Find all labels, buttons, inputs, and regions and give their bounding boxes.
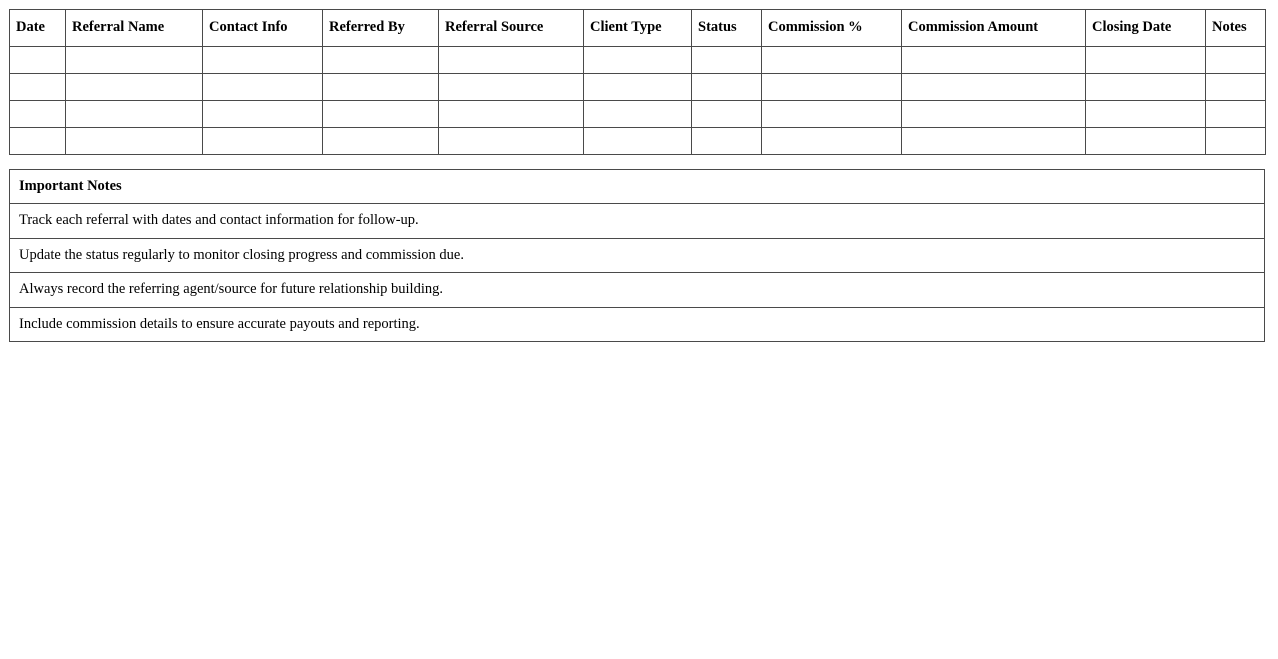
cell-commission-amount[interactable] [902, 74, 1086, 101]
cell-referral-name[interactable] [66, 74, 203, 101]
column-header-referred-by: Referred By [323, 10, 439, 47]
column-header-status: Status [692, 10, 762, 47]
cell-status[interactable] [692, 128, 762, 155]
cell-date[interactable] [10, 101, 66, 128]
column-header-commission-percent: Commission % [762, 10, 902, 47]
cell-status[interactable] [692, 47, 762, 74]
table-row[interactable] [10, 101, 1266, 128]
cell-referral-source[interactable] [439, 128, 584, 155]
column-header-commission-amount: Commission Amount [902, 10, 1086, 47]
cell-commission-amount[interactable] [902, 128, 1086, 155]
important-notes-table [9, 169, 1265, 342]
notes-row [10, 307, 1265, 341]
cell-referral-name[interactable] [66, 47, 203, 74]
note-item: Update the status regularly to monitor closing progress and commission due. [10, 238, 1265, 272]
document-page [0, 9, 1278, 659]
cell-commission-percent[interactable] [762, 128, 902, 155]
cell-referred-by[interactable] [323, 128, 439, 155]
cell-contact-info[interactable] [203, 128, 323, 155]
cell-referral-source[interactable] [439, 101, 584, 128]
cell-closing-date[interactable] [1086, 101, 1206, 128]
cell-date[interactable] [10, 128, 66, 155]
cell-referred-by[interactable] [323, 74, 439, 101]
column-header-contact-info: Contact Info [203, 10, 323, 47]
cell-client-type[interactable] [584, 47, 692, 74]
cell-date[interactable] [10, 74, 66, 101]
cell-client-type[interactable] [584, 74, 692, 101]
note-item: Track each referral with dates and contact information for follow-up. [10, 204, 1265, 238]
notes-heading-row [10, 170, 1265, 204]
cell-notes[interactable] [1206, 128, 1266, 155]
cell-referral-source[interactable] [439, 74, 584, 101]
column-header-referral-name: Referral Name [66, 10, 203, 47]
column-header-notes: Notes [1206, 10, 1266, 47]
table-row[interactable] [10, 128, 1266, 155]
notes-row [10, 204, 1265, 238]
table-body [10, 47, 1266, 155]
cell-commission-percent[interactable] [762, 74, 902, 101]
notes-heading: Important Notes [10, 170, 1265, 204]
cell-commission-amount[interactable] [902, 101, 1086, 128]
cell-client-type[interactable] [584, 101, 692, 128]
referral-tracking-table [9, 9, 1266, 155]
cell-notes[interactable] [1206, 47, 1266, 74]
cell-notes[interactable] [1206, 101, 1266, 128]
cell-closing-date[interactable] [1086, 128, 1206, 155]
cell-commission-percent[interactable] [762, 101, 902, 128]
cell-client-type[interactable] [584, 128, 692, 155]
column-header-referral-source: Referral Source [439, 10, 584, 47]
cell-referral-name[interactable] [66, 128, 203, 155]
table-row[interactable] [10, 74, 1266, 101]
cell-contact-info[interactable] [203, 101, 323, 128]
cell-commission-percent[interactable] [762, 47, 902, 74]
cell-referred-by[interactable] [323, 101, 439, 128]
cell-commission-amount[interactable] [902, 47, 1086, 74]
cell-closing-date[interactable] [1086, 74, 1206, 101]
cell-notes[interactable] [1206, 74, 1266, 101]
note-item: Include commission details to ensure accurate payouts and reporting. [10, 307, 1265, 341]
cell-status[interactable] [692, 101, 762, 128]
notes-row [10, 238, 1265, 272]
cell-referred-by[interactable] [323, 47, 439, 74]
column-header-date: Date [10, 10, 66, 47]
column-header-client-type: Client Type [584, 10, 692, 47]
cell-contact-info[interactable] [203, 74, 323, 101]
table-header-row [10, 10, 1266, 47]
column-header-closing-date: Closing Date [1086, 10, 1206, 47]
table-header [10, 10, 1266, 47]
table-row[interactable] [10, 47, 1266, 74]
notes-row [10, 273, 1265, 307]
note-item: Always record the referring agent/source for future relationship building. [10, 273, 1265, 307]
cell-closing-date[interactable] [1086, 47, 1206, 74]
cell-referral-source[interactable] [439, 47, 584, 74]
cell-contact-info[interactable] [203, 47, 323, 74]
cell-status[interactable] [692, 74, 762, 101]
cell-referral-name[interactable] [66, 101, 203, 128]
cell-date[interactable] [10, 47, 66, 74]
